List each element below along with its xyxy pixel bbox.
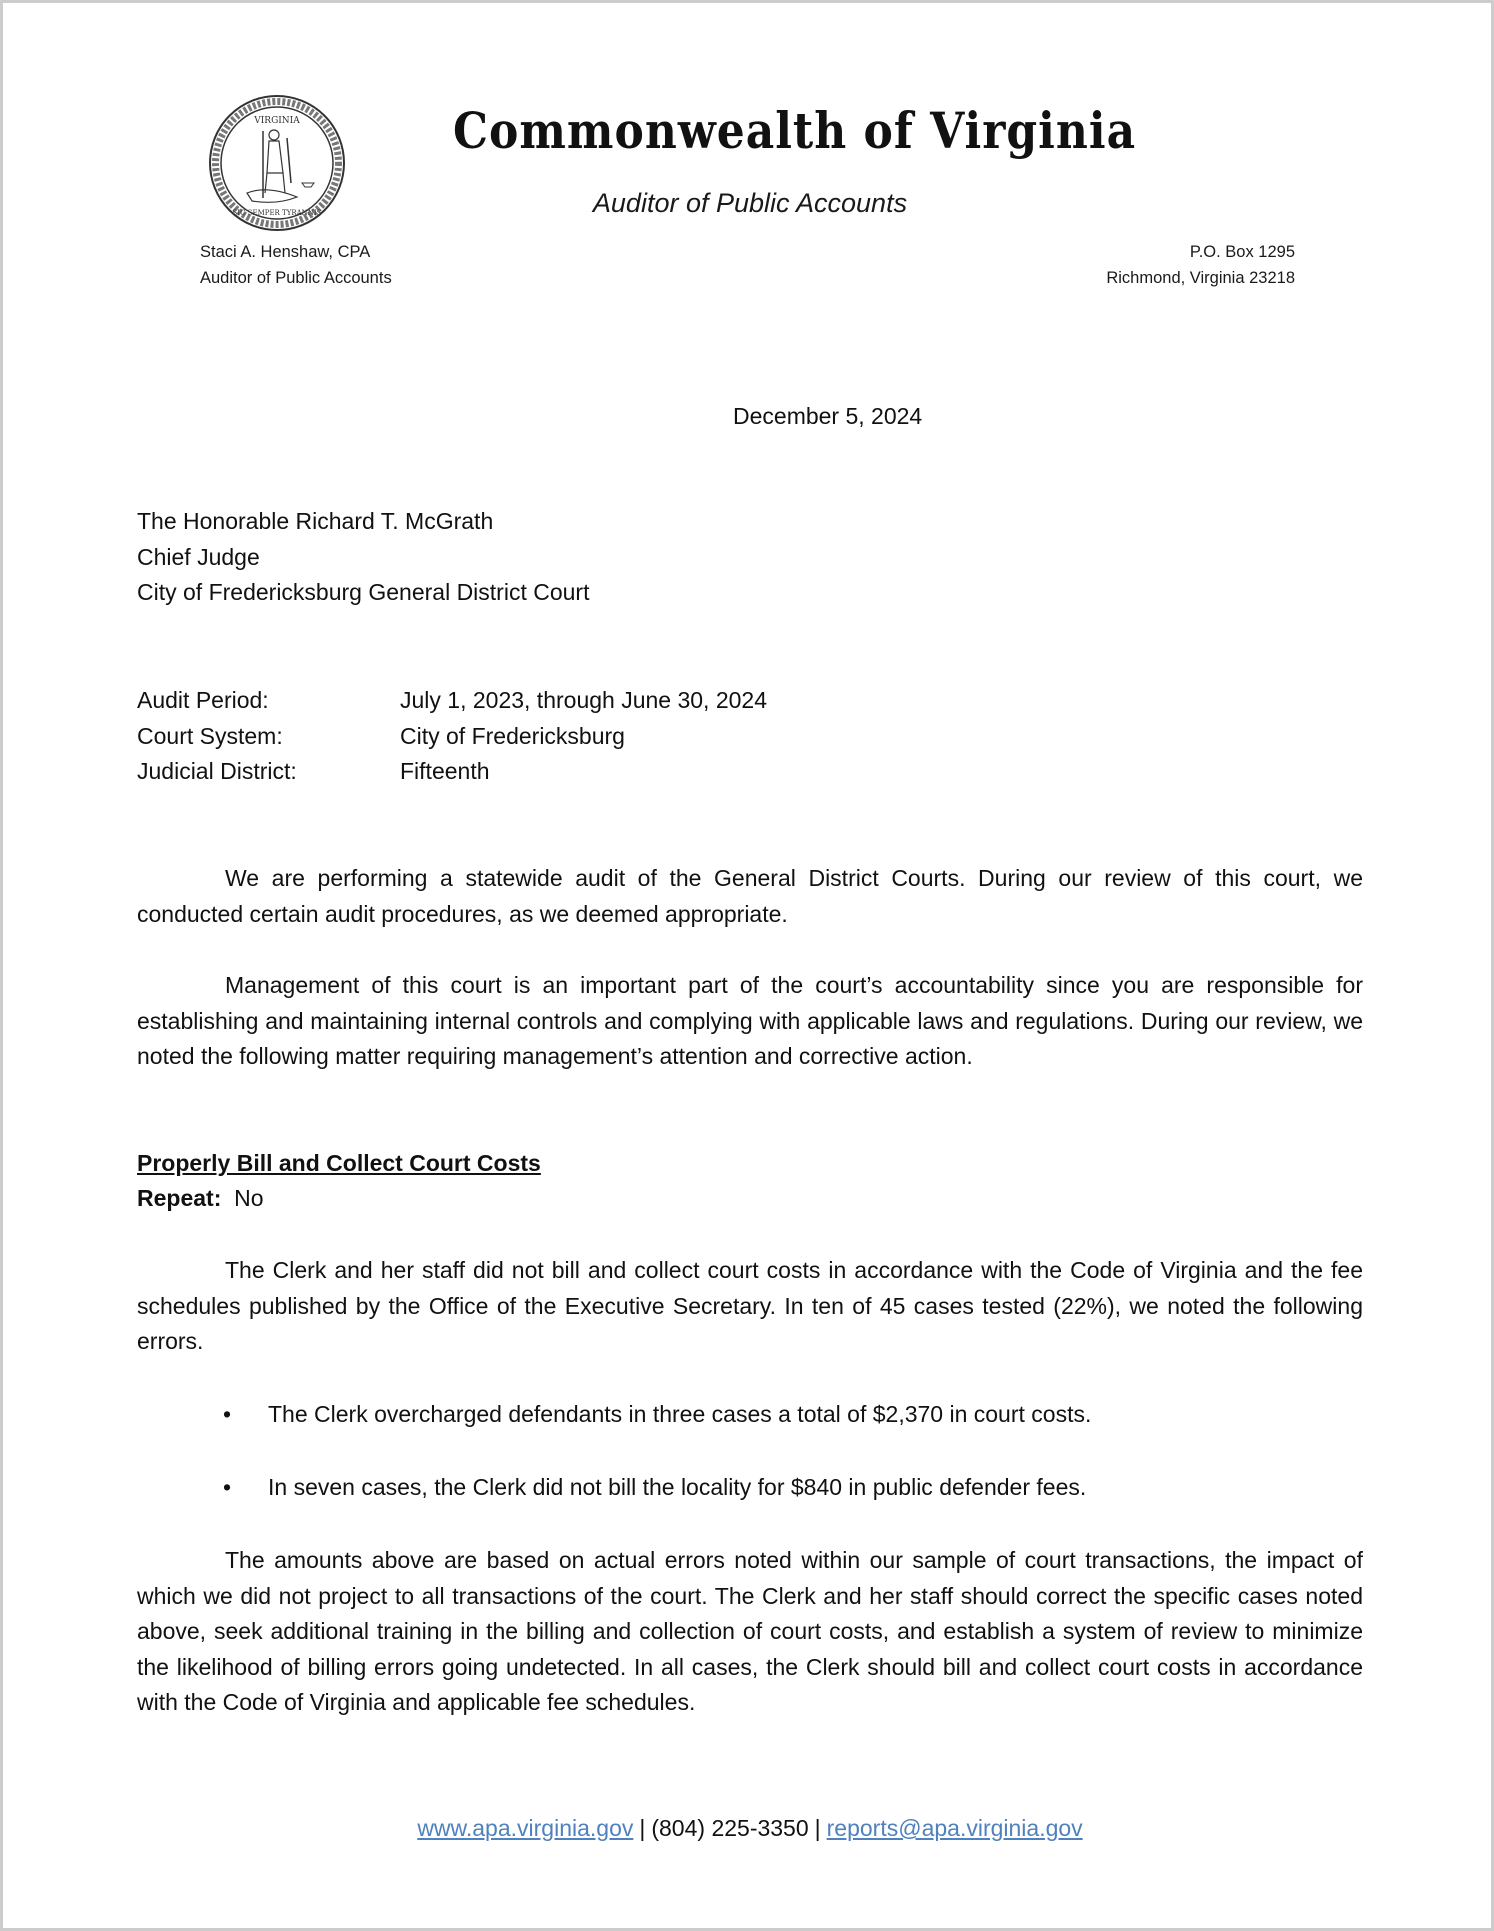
paragraph-intro [137,861,1363,932]
repeat-value: No [234,1185,264,1211]
bullet-item: In seven cases, the Clerk did not bill the locality for $840 in public defender fees. [268,1474,1087,1500]
letter-footer [3,1811,1494,1845]
paragraph-text: The Clerk and her staff did not bill and collect court costs in accordance with the Code of Virginia and the fee schedules published by the Office of the Executive Secretary. In ten of 45 cases tested (22%), we noted the following errors. [137,1257,1363,1355]
paragraph-text: We are performing a statewide audit of the General District Courts. During our review of this court, we conducted certain audit procedures, as we deemed appropriate. [137,865,1363,927]
address-po-box: P.O. Box 1295 [1189,243,1295,261]
sender-role: Auditor of Public Accounts [200,269,392,287]
footer-separator: | [814,1815,821,1841]
audit-info-value: Fifteenth [400,758,490,785]
footer-separator: | [639,1815,646,1841]
bullet-item: The Clerk overcharged defendants in three cases a total of $2,370 in court costs. [268,1401,1092,1427]
paragraph-finding [137,1253,1363,1360]
letterhead-subtitle: Auditor of Public Accounts [592,188,908,218]
virginia-state-seal-icon [207,93,347,233]
svg-text:VIRGINIA: VIRGINIA [254,116,300,126]
paragraph-text: Management of this court is an important part of the court’s accountability since you are responsible for establishing and maintaining internal controls and complying with applicable laws and regulations. During our review, we noted the following matter requiring management’s attention and corrective action. [137,972,1363,1070]
repeat-label: Repeat: [137,1185,222,1211]
letterhead-address [1106,239,1295,291]
email-link[interactable]: reports@apa.virginia.gov [826,1815,1083,1841]
paragraph-recommendation [137,1543,1363,1721]
website-link[interactable]: www.apa.virginia.gov [417,1815,634,1841]
svg-text:SIC SEMPER TYRANNIS: SIC SEMPER TYRANNIS [232,209,322,217]
audit-info-value: July 1, 2023, through June 30, 2024 [400,687,768,713]
addressee-name: The Honorable Richard T. McGrath [137,508,494,534]
audit-info-row [137,719,767,755]
letterhead-sender [200,239,392,291]
addressee-court: City of Fredericksburg General District Court [137,579,590,606]
audit-info-block [137,683,767,790]
addressee-title: Chief Judge [137,543,260,570]
bullet-icon: • [223,1474,232,1500]
audit-info-label: Judicial District: [137,758,297,785]
footer-phone: (804) 225-3350 [651,1815,809,1841]
letterhead-title: Commonwealth of Virginia [453,103,1137,161]
bullet-icon: • [223,1401,232,1427]
address-city: Richmond, Virginia 23218 [1106,269,1295,287]
paragraph-text: The amounts above are based on actual errors noted within our sample of court transactions, the impact of which we did not project to all transactions of the court. The Clerk and her staff should correct the specific cases noted above, seek additional training in the billing and collection of court costs, and establish a system of review to minimize the likelihood of billing errors going undetected. In all cases, the Clerk should bill and collect court costs in accordance with the Code of Virginia and applicable fee schedules. [137,1547,1363,1716]
finding-repeat [137,1181,264,1217]
finding-heading: Properly Bill and Collect Court Costs [137,1150,541,1176]
paragraph-management [137,968,1363,1075]
audit-info-row [137,754,767,790]
addressee-block [137,504,589,611]
audit-info-label: Audit Period: [137,687,269,713]
letter-date: December 5, 2024 [733,403,923,429]
audit-info-label: Court System: [137,722,283,749]
audit-info-row [137,683,767,719]
audit-info-value: City of Fredericksburg [400,722,625,749]
sender-name: Staci A. Henshaw, CPA [200,243,371,261]
